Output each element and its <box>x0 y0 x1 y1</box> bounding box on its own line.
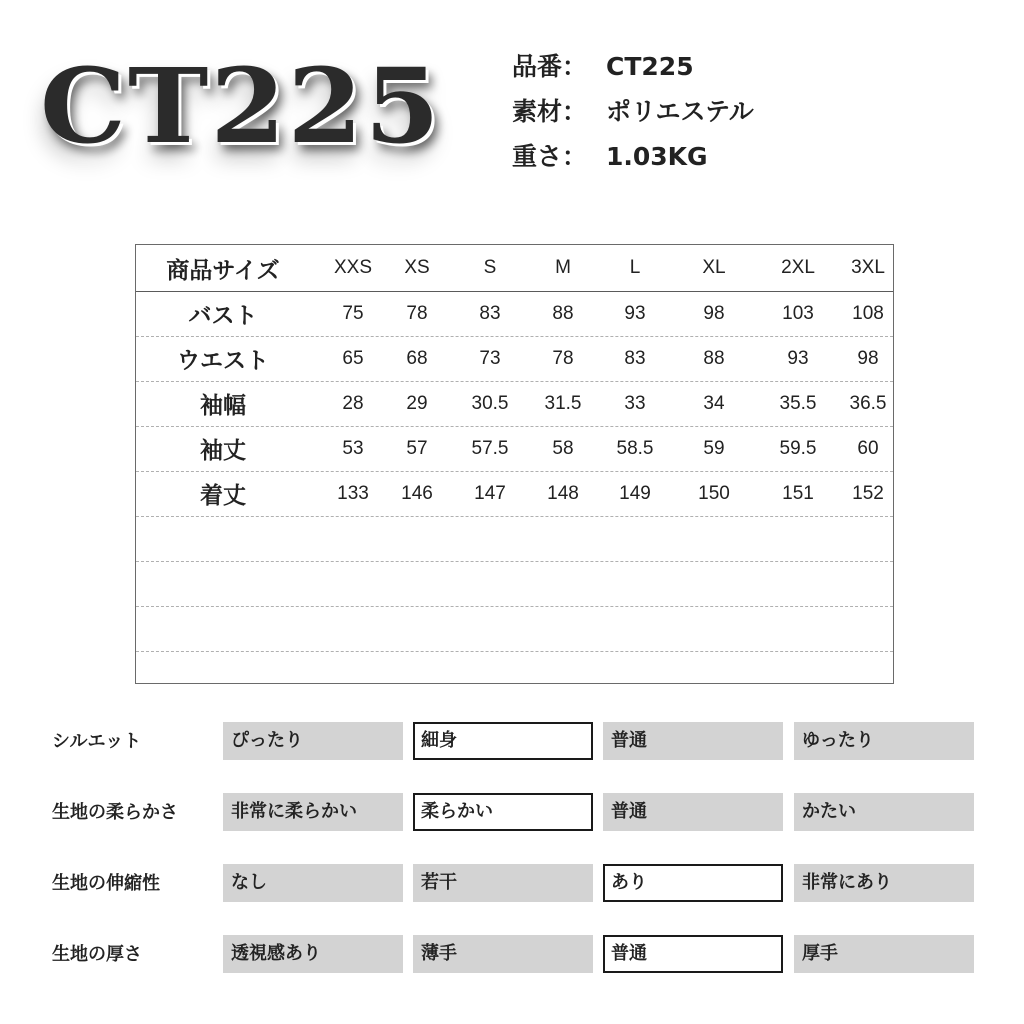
size-column-header: 3XL <box>851 257 885 278</box>
measurement-value <box>682 606 746 651</box>
measurement-value <box>531 516 595 561</box>
measurement-value: 98 <box>703 302 725 324</box>
measurement-value: 83 <box>624 347 646 369</box>
measurement-value <box>321 516 385 561</box>
size-table-row <box>136 561 893 607</box>
attribute-option: 透視感あり <box>223 935 403 973</box>
size-column-header: L <box>629 257 641 278</box>
measurement-value <box>321 561 385 606</box>
measurement-value <box>458 516 522 561</box>
measurement-value: 30.5 <box>471 392 509 414</box>
size-table-row <box>136 291 893 337</box>
size-header-label: 商品サイズ <box>166 257 280 284</box>
measurement-value: 78 <box>552 347 574 369</box>
attribute-row <box>0 935 1024 975</box>
size-table-row <box>136 606 893 652</box>
product-info <box>512 44 812 179</box>
measurement-value: 58.5 <box>616 437 654 459</box>
attribute-row <box>0 864 1024 904</box>
measurement-value: 29 <box>406 392 428 414</box>
measurement-value: 73 <box>479 347 501 369</box>
measurement-value: 65 <box>342 347 364 369</box>
measurement-value: 149 <box>619 482 651 504</box>
measurement-label: 袖丈 <box>200 438 246 464</box>
attribute-option: ぴったり <box>223 722 403 760</box>
measurement-value <box>766 606 830 651</box>
measurement-value: 31.5 <box>544 392 582 414</box>
measurement-value: 53 <box>342 437 364 459</box>
measurement-value: 59.5 <box>779 437 817 459</box>
size-table <box>135 244 894 684</box>
product-logo <box>40 22 442 192</box>
measurement-value: 60 <box>857 437 879 459</box>
measurement-value <box>836 516 900 561</box>
measurement-value <box>458 561 522 606</box>
measurement-value: 36.5 <box>849 392 887 414</box>
measurement-value <box>531 561 595 606</box>
attribute-label: 生地の厚さ <box>52 944 142 965</box>
size-column-header: S <box>483 257 497 278</box>
measurement-value <box>836 606 900 651</box>
measurement-value: 88 <box>552 302 574 324</box>
measurement-value: 78 <box>406 302 428 324</box>
measurement-value: 83 <box>479 302 501 324</box>
measurement-value <box>682 516 746 561</box>
attribute-option: かたい <box>794 793 974 831</box>
measurement-value: 34 <box>703 392 725 414</box>
size-table-header <box>136 245 893 292</box>
info-value: CT225 <box>606 52 694 81</box>
attribute-option-selected: 普通 <box>603 935 783 973</box>
attribute-option: 若干 <box>413 864 593 902</box>
measurement-label <box>143 516 303 561</box>
measurement-value: 75 <box>342 302 364 324</box>
attribute-label: 生地の柔らかさ <box>52 802 178 823</box>
size-column-header: XL <box>702 257 726 278</box>
attribute-option-selected: 柔らかい <box>413 793 593 831</box>
measurement-value: 33 <box>624 392 646 414</box>
measurement-value: 93 <box>624 302 646 324</box>
attribute-option: 非常にあり <box>794 864 974 902</box>
measurement-value: 151 <box>782 482 814 504</box>
info-row-weight <box>512 134 812 179</box>
size-column-header: XS <box>404 257 430 278</box>
size-column-header: XXS <box>333 257 373 278</box>
size-column-header: M <box>555 257 571 278</box>
size-table-row <box>136 381 893 427</box>
measurement-value: 68 <box>406 347 428 369</box>
attribute-label: 生地の伸縮性 <box>52 873 160 894</box>
measurement-value: 152 <box>852 482 884 504</box>
size-table-row <box>136 471 893 517</box>
measurement-value: 147 <box>474 482 506 504</box>
measurement-value: 59 <box>703 437 725 459</box>
size-table-row <box>136 336 893 382</box>
measurement-label: バスト <box>188 303 258 329</box>
measurement-value <box>385 606 449 651</box>
attribute-option: 普通 <box>603 722 783 760</box>
attribute-option-selected: 細身 <box>413 722 593 760</box>
info-label: 品番： <box>512 52 588 81</box>
info-value: 1.03KG <box>606 142 708 171</box>
measurement-value <box>766 516 830 561</box>
attribute-option: 薄手 <box>413 935 593 973</box>
measurement-value: 57.5 <box>471 437 509 459</box>
info-label: 素材： <box>512 97 588 126</box>
measurement-value: 88 <box>703 347 725 369</box>
info-row-material <box>512 89 812 134</box>
measurement-label: 袖幅 <box>200 393 246 419</box>
measurement-value <box>603 561 667 606</box>
measurement-label <box>143 561 303 606</box>
measurement-value <box>603 516 667 561</box>
measurement-value: 148 <box>547 482 579 504</box>
measurement-value <box>682 561 746 606</box>
measurement-value: 35.5 <box>779 392 817 414</box>
measurement-value: 150 <box>698 482 730 504</box>
measurement-value: 133 <box>337 482 369 504</box>
size-table-row <box>136 516 893 562</box>
measurement-label: ウエスト <box>177 348 269 374</box>
measurement-value <box>385 561 449 606</box>
measurement-value <box>836 561 900 606</box>
measurement-value: 103 <box>782 302 814 324</box>
size-column-header: 2XL <box>781 257 815 278</box>
attribute-option: ゆったり <box>794 722 974 760</box>
attribute-label: シルエット <box>52 731 142 752</box>
info-value: ポリエステル <box>606 97 754 126</box>
measurement-value <box>458 606 522 651</box>
measurement-value: 93 <box>787 347 809 369</box>
measurement-value <box>603 606 667 651</box>
attribute-option: 非常に柔らかい <box>223 793 403 831</box>
attribute-row <box>0 793 1024 833</box>
measurement-value: 28 <box>342 392 364 414</box>
measurement-value: 58 <box>552 437 574 459</box>
attribute-option: 厚手 <box>794 935 974 973</box>
measurement-value <box>385 516 449 561</box>
attribute-option-selected: あり <box>603 864 783 902</box>
info-label: 重さ： <box>512 142 588 171</box>
logo-text: CT225 <box>40 47 442 167</box>
size-table-row <box>136 426 893 472</box>
measurement-label <box>143 606 303 651</box>
attribute-row <box>0 722 1024 762</box>
measurement-value <box>531 606 595 651</box>
measurement-value: 57 <box>406 437 428 459</box>
attribute-option: なし <box>223 864 403 902</box>
measurement-value: 146 <box>401 482 433 504</box>
measurement-value: 98 <box>857 347 879 369</box>
attribute-option: 普通 <box>603 793 783 831</box>
measurement-value: 108 <box>852 302 884 324</box>
measurement-value <box>321 606 385 651</box>
measurement-label: 着丈 <box>200 483 246 509</box>
info-row-code <box>512 44 812 89</box>
measurement-value <box>766 561 830 606</box>
